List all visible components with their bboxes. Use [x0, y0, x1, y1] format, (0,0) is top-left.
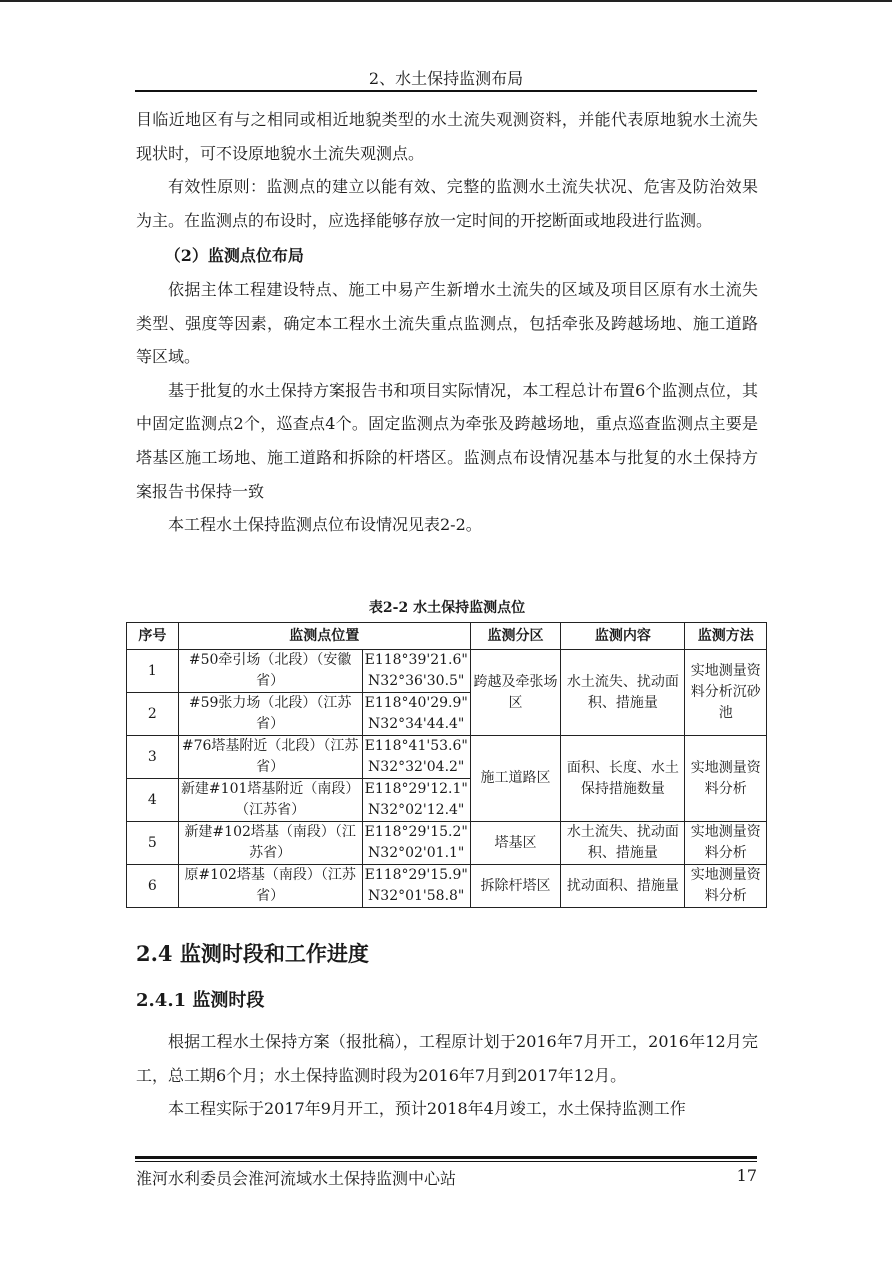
paragraph: 根据工程水土保持方案（报批稿），工程原计划于2016年7月开工，2016年12月完工，总工期6个月；水土保持监测时段为2016年7月到2017年12月。: [136, 1032, 758, 1085]
method-cell: 实地测量资料分析: [685, 865, 767, 908]
location-cell: 原#102塔基（南段）（江苏省）: [178, 865, 362, 908]
row-number: 1: [127, 650, 179, 693]
row-number: 2: [127, 693, 179, 736]
running-header: 2、水土保持监测布局: [368, 69, 524, 88]
header-cell: 监测点位置: [178, 623, 470, 650]
location-cell: 新建#101塔基附近（南段）（江苏省）: [178, 779, 362, 822]
paragraph: 有效性原则：监测点的建立以能有效、完整的监测水土流失状况、危害及防治效果为主。在监测点的布设时，应选择能够存放一定时间的开挖断面或地段进行监测。: [136, 177, 758, 230]
content-cell: 面积、长度、水土保持措施数量: [561, 736, 685, 822]
row-number: 3: [127, 736, 179, 779]
content-cell: 扰动面积、措施量: [561, 865, 685, 908]
table-header-row: [127, 623, 767, 650]
footer-organization: 淮河水利委员会淮河流域水土保持监测中心站: [136, 1169, 457, 1188]
header-cell: 序号: [127, 623, 179, 650]
method-cell: 实地测量资料分析: [685, 736, 767, 822]
location-cell: #59张力场（北段）（江苏省）: [178, 693, 362, 736]
paragraph: 本工程实际于2017年9月开工，预计2018年4月竣工，水土保持监测工作: [168, 1099, 686, 1119]
method-cell: 实地测量资料分析沉砂池: [685, 650, 767, 736]
row-number: 6: [127, 865, 179, 908]
table-row: [127, 736, 767, 779]
header-cell: 监测方法: [685, 623, 767, 650]
header-cell: 监测内容: [561, 623, 685, 650]
content-cell: 水土流失、扰动面积、措施量: [561, 822, 685, 865]
paragraph: 目临近地区有与之相同或相近地貌类型的水土流失观测资料，并能代表原地貌水土流失现状时，可不设原地貌水土流失观测点。: [136, 110, 758, 163]
table-row: [127, 865, 767, 908]
zone-cell: 塔基区: [470, 822, 560, 865]
coords-cell: E118°41'53.6" N32°32'04.2": [362, 736, 470, 779]
subheading: （2）监测点位布局: [164, 246, 304, 266]
paragraph: 依据主体工程建设特点、施工中易产生新增水土流失的区域及项目区原有水土流失类型、强度等因素，确定本工程水土流失重点监测点，包括牵张及跨越场地、施工道路等区域。: [136, 279, 758, 367]
content-cell: 水土流失、扰动面积、措施量: [561, 650, 685, 736]
paragraph: 本工程水土保持监测点位布设情况见表2-2。: [168, 515, 482, 535]
location-cell: 新建#102塔基（南段）（江苏省）: [178, 822, 362, 865]
paragraph: 基于批复的水土保持方案报告书和项目实际情况，本工程总计布置6个监测点位，其中固定监测点2个，巡查点4个。固定监测点为牵张及跨越场地，重点巡查监测点主要是塔基区施工场地、施工道路和拆除的杆塔区。监测点布设情况基本与批复的水土保持方案报告书保持一致: [136, 380, 758, 501]
page-top-border: [0, 0, 892, 2]
table-row: [127, 650, 767, 693]
body-text-bottom: [136, 1025, 758, 1126]
location-cell: #76塔基附近（北段）（江苏省）: [178, 736, 362, 779]
zone-cell: 施工道路区: [470, 736, 560, 822]
coords-cell: E118°29'12.1" N32°02'12.4": [362, 779, 470, 822]
location-cell: #50牵引场（北段）（安徽省）: [178, 650, 362, 693]
coords-cell: E118°40'29.9" N32°34'44.4": [362, 693, 470, 736]
table-row: [127, 822, 767, 865]
row-number: 5: [127, 822, 179, 865]
zone-cell: 拆除杆塔区: [470, 865, 560, 908]
zone-cell: 跨越及牵张场区: [470, 650, 560, 736]
header-cell: 监测分区: [470, 623, 560, 650]
subsection-heading: 2.4.1 监测时段: [136, 990, 265, 1011]
method-cell: 实地测量资料分析: [685, 822, 767, 865]
monitoring-points-table: [126, 622, 767, 908]
footer-rule-thin: [135, 1161, 757, 1162]
coords-cell: E118°29'15.2" N32°02'01.1": [362, 822, 470, 865]
footer-rule: [135, 1156, 757, 1159]
header-rule: [135, 90, 757, 92]
row-number: 4: [127, 779, 179, 822]
coords-cell: E118°29'15.9" N32°01'58.8": [362, 865, 470, 908]
page-number: 17: [736, 1166, 757, 1185]
table-caption: 表2-2 水土保持监测点位: [368, 600, 526, 616]
body-text-top: [136, 103, 758, 542]
section-heading: 2.4 监测时段和工作进度: [136, 941, 369, 966]
coords-cell: E118°39'21.6" N32°36'30.5": [362, 650, 470, 693]
